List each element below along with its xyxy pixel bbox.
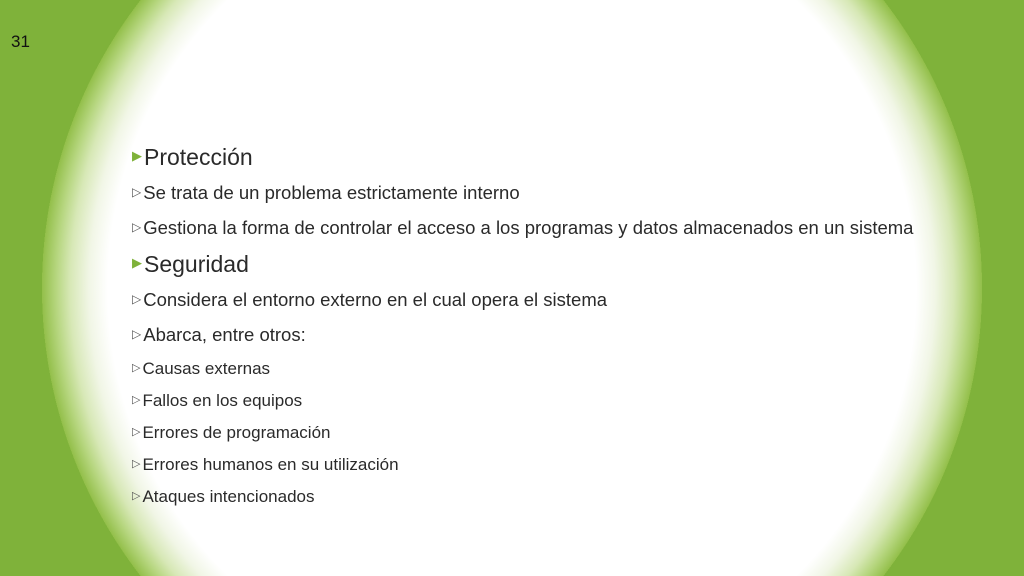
outline-triangle-bullet-icon: ▷ xyxy=(132,426,141,438)
list-item-text: Se trata de un problema estrictamente interno xyxy=(143,182,520,203)
filled-triangle-bullet-icon: ▶ xyxy=(132,255,142,270)
outline-triangle-bullet-icon: ▷ xyxy=(132,292,142,306)
heading-seguridad: Seguridad xyxy=(144,251,249,277)
list-item xyxy=(132,422,972,446)
list-item-text: Considera el entorno externo en el cual opera el sistema xyxy=(143,289,608,310)
slide-content xyxy=(132,144,972,518)
list-item-text: Gestiona la forma de controlar el acceso a los programas y datos almacenados en un sistema xyxy=(143,217,914,238)
list-item-text: Errores humanos en su utilización xyxy=(142,455,399,474)
list-item xyxy=(132,216,972,242)
list-item xyxy=(132,358,972,382)
outline-triangle-bullet-icon: ▷ xyxy=(132,327,142,341)
list-item-text: Abarca, entre otros: xyxy=(143,324,306,345)
bullet-heading-seguridad xyxy=(132,251,972,278)
outline-triangle-bullet-icon: ▷ xyxy=(132,490,141,502)
list-item-text: Causas externas xyxy=(142,359,271,378)
outline-triangle-bullet-icon: ▷ xyxy=(132,220,142,234)
list-item xyxy=(132,390,972,414)
slide-number: 31 xyxy=(11,32,30,51)
filled-triangle-bullet-icon: ▶ xyxy=(132,148,142,163)
list-item xyxy=(132,323,972,349)
list-item-text: Fallos en los equipos xyxy=(142,391,303,410)
outline-triangle-bullet-icon: ▷ xyxy=(132,362,141,374)
outline-triangle-bullet-icon: ▷ xyxy=(132,185,142,199)
heading-proteccion: Protección xyxy=(144,144,253,170)
list-item xyxy=(132,454,972,478)
bullet-heading-proteccion xyxy=(132,144,972,171)
outline-triangle-bullet-icon: ▷ xyxy=(132,458,141,470)
list-item xyxy=(132,288,972,314)
list-item-text: Ataques intencionados xyxy=(142,487,315,506)
list-item xyxy=(132,486,972,510)
list-item xyxy=(132,181,972,207)
list-item-text: Errores de programación xyxy=(142,423,331,442)
outline-triangle-bullet-icon: ▷ xyxy=(132,394,141,406)
